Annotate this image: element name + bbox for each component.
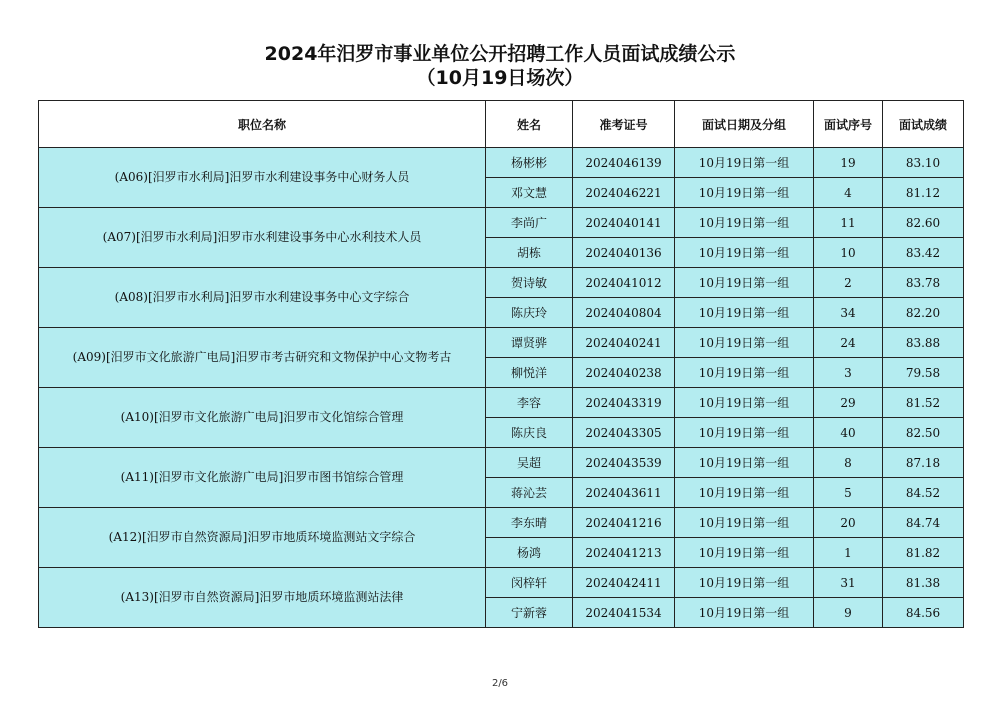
seq-cell: 24 — [814, 328, 883, 358]
document-title — [0, 42, 1000, 90]
table-row — [39, 508, 964, 538]
seq-cell: 5 — [814, 478, 883, 508]
table-row — [39, 328, 964, 358]
position-cell: (A11)[汨罗市文化旅游广电局]汨罗市图书馆综合管理 — [39, 448, 486, 508]
score-table — [38, 100, 964, 628]
score-cell: 83.88 — [883, 328, 964, 358]
score-cell: 79.58 — [883, 358, 964, 388]
exam-no-cell: 2024041213 — [573, 538, 675, 568]
exam-no-cell: 2024040241 — [573, 328, 675, 358]
table-header-row — [39, 101, 964, 148]
table-row — [39, 208, 964, 238]
name-cell: 胡栋 — [486, 238, 573, 268]
name-cell: 贺诗敏 — [486, 268, 573, 298]
date-group-cell: 10月19日第一组 — [675, 418, 814, 448]
name-cell: 谭贤骅 — [486, 328, 573, 358]
name-cell: 陈庆良 — [486, 418, 573, 448]
date-group-cell: 10月19日第一组 — [675, 328, 814, 358]
seq-cell: 31 — [814, 568, 883, 598]
table-row — [39, 148, 964, 178]
seq-cell: 40 — [814, 418, 883, 448]
exam-no-cell: 2024046221 — [573, 178, 675, 208]
score-cell: 82.50 — [883, 418, 964, 448]
seq-cell: 8 — [814, 448, 883, 478]
score-cell: 84.56 — [883, 598, 964, 628]
position-cell: (A10)[汨罗市文化旅游广电局]汨罗市文化馆综合管理 — [39, 388, 486, 448]
date-group-cell: 10月19日第一组 — [675, 148, 814, 178]
name-cell: 李容 — [486, 388, 573, 418]
seq-cell: 2 — [814, 268, 883, 298]
date-group-cell: 10月19日第一组 — [675, 568, 814, 598]
score-cell: 83.78 — [883, 268, 964, 298]
exam-no-cell: 2024041216 — [573, 508, 675, 538]
exam-no-cell: 2024043319 — [573, 388, 675, 418]
title-line-1: 2024年汨罗市事业单位公开招聘工作人员面试成绩公示 — [264, 43, 736, 65]
date-group-cell: 10月19日第一组 — [675, 598, 814, 628]
exam-no-cell: 2024040804 — [573, 298, 675, 328]
seq-cell: 9 — [814, 598, 883, 628]
header-exam-no: 准考证号 — [573, 101, 675, 148]
name-cell: 柳悦洋 — [486, 358, 573, 388]
seq-cell: 11 — [814, 208, 883, 238]
seq-cell: 1 — [814, 538, 883, 568]
position-cell: (A08)[汨罗市水利局]汨罗市水利建设事务中心文字综合 — [39, 268, 486, 328]
date-group-cell: 10月19日第一组 — [675, 298, 814, 328]
seq-cell: 10 — [814, 238, 883, 268]
name-cell: 杨彬彬 — [486, 148, 573, 178]
table-row — [39, 568, 964, 598]
name-cell: 杨鸿 — [486, 538, 573, 568]
seq-cell: 29 — [814, 388, 883, 418]
score-cell: 83.10 — [883, 148, 964, 178]
exam-no-cell: 2024040141 — [573, 208, 675, 238]
header-name: 姓名 — [486, 101, 573, 148]
exam-no-cell: 2024043539 — [573, 448, 675, 478]
exam-no-cell: 2024040136 — [573, 238, 675, 268]
date-group-cell: 10月19日第一组 — [675, 208, 814, 238]
score-cell: 81.38 — [883, 568, 964, 598]
header-position: 职位名称 — [39, 101, 486, 148]
position-cell: (A07)[汨罗市水利局]汨罗市水利建设事务中心水利技术人员 — [39, 208, 486, 268]
seq-cell: 3 — [814, 358, 883, 388]
name-cell: 邓文慧 — [486, 178, 573, 208]
date-group-cell: 10月19日第一组 — [675, 358, 814, 388]
exam-no-cell: 2024043611 — [573, 478, 675, 508]
position-cell: (A12)[汨罗市自然资源局]汨罗市地质环境监测站文字综合 — [39, 508, 486, 568]
seq-cell: 34 — [814, 298, 883, 328]
name-cell: 宁新蓉 — [486, 598, 573, 628]
score-cell: 82.60 — [883, 208, 964, 238]
date-group-cell: 10月19日第一组 — [675, 178, 814, 208]
seq-cell: 4 — [814, 178, 883, 208]
exam-no-cell: 2024041534 — [573, 598, 675, 628]
name-cell: 陈庆玲 — [486, 298, 573, 328]
page-number: 2/6 — [491, 678, 509, 689]
name-cell: 蒋沁芸 — [486, 478, 573, 508]
table-body — [39, 148, 964, 628]
score-cell: 81.52 — [883, 388, 964, 418]
date-group-cell: 10月19日第一组 — [675, 448, 814, 478]
header-date-group: 面试日期及分组 — [675, 101, 814, 148]
name-cell: 闵梓轩 — [486, 568, 573, 598]
exam-no-cell: 2024041012 — [573, 268, 675, 298]
date-group-cell: 10月19日第一组 — [675, 388, 814, 418]
exam-no-cell: 2024040238 — [573, 358, 675, 388]
score-cell: 84.52 — [883, 478, 964, 508]
title-line-2: （10月19日场次） — [416, 67, 584, 89]
header-seq: 面试序号 — [814, 101, 883, 148]
name-cell: 李东晴 — [486, 508, 573, 538]
score-cell: 82.20 — [883, 298, 964, 328]
table-row — [39, 268, 964, 298]
table-row — [39, 448, 964, 478]
date-group-cell: 10月19日第一组 — [675, 238, 814, 268]
score-cell: 87.18 — [883, 448, 964, 478]
header-score: 面试成绩 — [883, 101, 964, 148]
score-cell: 81.12 — [883, 178, 964, 208]
position-cell: (A13)[汨罗市自然资源局]汨罗市地质环境监测站法律 — [39, 568, 486, 628]
exam-no-cell: 2024043305 — [573, 418, 675, 448]
date-group-cell: 10月19日第一组 — [675, 508, 814, 538]
position-cell: (A09)[汨罗市文化旅游广电局]汨罗市考古研究和文物保护中心文物考古 — [39, 328, 486, 388]
name-cell: 吴超 — [486, 448, 573, 478]
seq-cell: 20 — [814, 508, 883, 538]
score-cell: 83.42 — [883, 238, 964, 268]
date-group-cell: 10月19日第一组 — [675, 478, 814, 508]
date-group-cell: 10月19日第一组 — [675, 268, 814, 298]
score-cell: 84.74 — [883, 508, 964, 538]
exam-no-cell: 2024046139 — [573, 148, 675, 178]
date-group-cell: 10月19日第一组 — [675, 538, 814, 568]
table-row — [39, 388, 964, 418]
exam-no-cell: 2024042411 — [573, 568, 675, 598]
seq-cell: 19 — [814, 148, 883, 178]
score-cell: 81.82 — [883, 538, 964, 568]
name-cell: 李尚广 — [486, 208, 573, 238]
position-cell: (A06)[汨罗市水利局]汨罗市水利建设事务中心财务人员 — [39, 148, 486, 208]
